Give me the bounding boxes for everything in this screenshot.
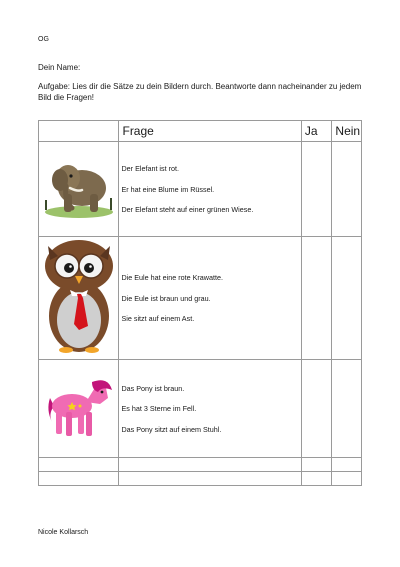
image-cell: [39, 237, 119, 360]
empty-cell[interactable]: [332, 472, 362, 486]
statement: Das Pony sitzt auf einem Stuhl.: [121, 424, 222, 434]
image-cell: [39, 142, 119, 237]
statement: Der Elefant steht auf einer grünen Wiese.: [121, 205, 254, 214]
empty-table-row: [39, 458, 362, 472]
task-instructions: Aufgabe: Lies dir die Sätze zu dein Bildern durch. Beantworte dann nacheinander zu jedem Bild die Fragen!: [38, 82, 362, 102]
no-answer-cell[interactable]: [332, 237, 362, 360]
question-cell: [119, 237, 301, 360]
question-cell: [119, 142, 301, 237]
header-no: Nein: [332, 121, 362, 142]
header-question: Frage: [119, 121, 301, 142]
owl-icon: [42, 238, 116, 358]
empty-cell[interactable]: [119, 458, 301, 472]
empty-cell: [39, 472, 119, 486]
statement: Sie sitzt auf einem Ast.: [121, 314, 195, 323]
table-row: [39, 237, 362, 360]
document-code: OG: [38, 36, 49, 43]
statement: Er hat eine Blume im Rüssel.: [121, 184, 215, 194]
question-cell: [119, 360, 301, 458]
table-row: [39, 142, 362, 237]
no-answer-cell[interactable]: [332, 360, 362, 458]
statement: Die Eule ist braun und grau.: [121, 293, 211, 303]
statement: Das Pony ist braun.: [121, 383, 185, 393]
empty-cell[interactable]: [301, 472, 332, 486]
empty-cell[interactable]: [301, 458, 332, 472]
header-yes: Ja: [301, 121, 332, 142]
statement: Der Elefant ist rot.: [121, 164, 180, 173]
empty-cell[interactable]: [332, 458, 362, 472]
empty-table-row: [39, 472, 362, 486]
yes-answer-cell[interactable]: [301, 237, 332, 360]
elephant-icon: [42, 156, 116, 222]
statement: Es hat 3 Sterne im Fell.: [121, 404, 197, 413]
author-footer: Nicole Kollarsch: [38, 529, 89, 536]
no-answer-cell[interactable]: [332, 142, 362, 237]
header-image-cell: [39, 121, 119, 142]
statement: Die Eule hat eine rote Krawatte.: [121, 273, 223, 282]
pony-icon: [42, 376, 116, 442]
table-row: [39, 360, 362, 458]
image-cell: [39, 360, 119, 458]
yes-answer-cell[interactable]: [301, 360, 332, 458]
yes-answer-cell[interactable]: [301, 142, 332, 237]
worksheet-table: [38, 120, 362, 486]
table-header-row: [39, 121, 362, 142]
empty-cell[interactable]: [119, 472, 301, 486]
name-label: Dein Name:: [38, 63, 81, 72]
empty-cell: [39, 458, 119, 472]
